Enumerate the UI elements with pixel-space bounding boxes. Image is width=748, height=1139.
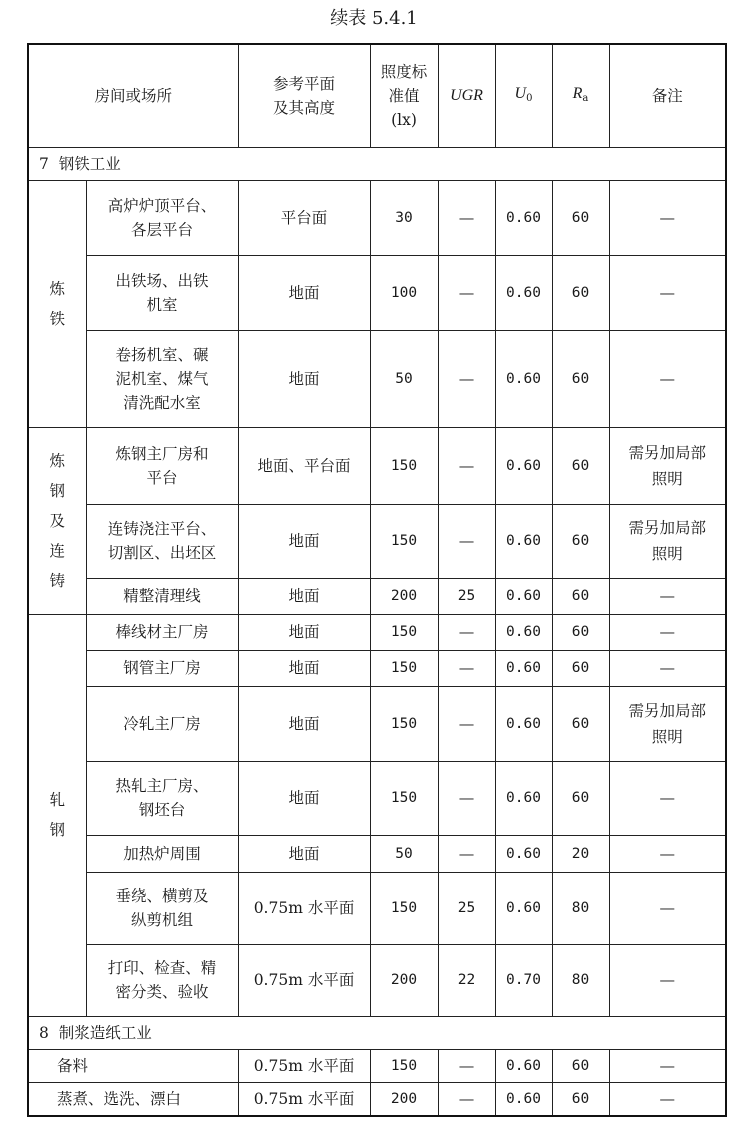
col-header-plane: 参考平面 及其高度 [238,44,370,147]
cell-plane: 0.75m 水平面 [238,872,370,944]
table-row [28,650,726,686]
cell-name: 棒线材主厂房 [86,614,238,650]
cell-ra: 60 [552,255,609,330]
cell-u0: 0.60 [495,1049,552,1082]
cell-ra: 60 [552,180,609,255]
cell-ugr: — [438,835,495,872]
table-row [28,872,726,944]
table-row [28,330,726,427]
cell-name: 热轧主厂房、 钢坯台 [86,761,238,835]
table-row [28,180,726,255]
cell-lux: 150 [370,650,438,686]
cell-u0: 0.70 [495,944,552,1016]
cell-name: 打印、检查、精 密分类、验收 [86,944,238,1016]
cell-note: — [609,614,726,650]
cell-name: 垂绕、横剪及 纵剪机组 [86,872,238,944]
cell-note: — [609,1049,726,1082]
cell-ugr: — [438,427,495,504]
cell-note: — [609,1082,726,1116]
cell-ugr: — [438,255,495,330]
cell-lux: 150 [370,686,438,761]
cell-ugr: 22 [438,944,495,1016]
cell-ra: 20 [552,835,609,872]
cell-plane: 地面 [238,578,370,614]
cell-lux: 150 [370,872,438,944]
cell-plane: 0.75m 水平面 [238,944,370,1016]
cell-name: 蒸煮、选洗、漂白 [28,1082,238,1116]
table-row [28,1082,726,1116]
cell-ugr: — [438,330,495,427]
cell-ra: 60 [552,650,609,686]
cell-lux: 50 [370,835,438,872]
cell-name: 钢管主厂房 [86,650,238,686]
cell-plane: 地面 [238,686,370,761]
cell-u0: 0.60 [495,255,552,330]
cell-u0: 0.60 [495,686,552,761]
cell-ugr: — [438,614,495,650]
table-row [28,686,726,761]
cell-note: — [609,944,726,1016]
cell-lux: 150 [370,761,438,835]
table-row [28,504,726,578]
table-row [28,944,726,1016]
table-caption: 续表 5.4.1 [330,8,418,29]
cell-u0: 0.60 [495,427,552,504]
cell-u0: 0.60 [495,872,552,944]
col-header-u0: $U_0$ [495,44,552,147]
cell-lux: 200 [370,578,438,614]
cell-lux: 30 [370,180,438,255]
cell-lux: 150 [370,614,438,650]
cell-name: 精整清理线 [86,578,238,614]
section-row-7 [28,147,726,180]
cell-lux: 200 [370,1082,438,1116]
header-row [28,44,726,147]
cell-ra: 60 [552,1082,609,1116]
cell-plane: 地面 [238,761,370,835]
table-row [28,1049,726,1082]
table-row [28,255,726,330]
cell-plane: 地面 [238,504,370,578]
cell-u0: 0.60 [495,614,552,650]
col-header-note: 备注 [609,44,726,147]
table-row [28,614,726,650]
cell-ugr: — [438,1082,495,1116]
cell-note: — [609,180,726,255]
cell-note: 需另加局部 照明 [609,686,726,761]
col-header-place: 房间或场所 [28,44,238,147]
cell-note: — [609,578,726,614]
cell-lux: 150 [370,1049,438,1082]
cell-ra: 60 [552,1049,609,1082]
cell-plane: 平台面 [238,180,370,255]
cell-ugr: — [438,686,495,761]
cell-ra: 60 [552,614,609,650]
cell-note: — [609,650,726,686]
cell-plane: 地面 [238,835,370,872]
cell-ra: 60 [552,504,609,578]
group-label-ironmaking: 炼 铁 [28,180,86,427]
cell-note: — [609,872,726,944]
cell-ugr: — [438,650,495,686]
cell-ugr: — [438,504,495,578]
cell-note: — [609,761,726,835]
cell-note: — [609,330,726,427]
cell-plane: 地面、平台面 [238,427,370,504]
cell-lux: 150 [370,427,438,504]
cell-ugr: — [438,761,495,835]
cell-lux: 50 [370,330,438,427]
cell-plane: 地面 [238,330,370,427]
cell-ugr: — [438,1049,495,1082]
table-row [28,427,726,504]
cell-ra: 60 [552,761,609,835]
cell-u0: 0.60 [495,1082,552,1116]
cell-note: — [609,255,726,330]
cell-ugr: 25 [438,578,495,614]
cell-name: 加热炉周围 [86,835,238,872]
cell-u0: 0.60 [495,578,552,614]
cell-u0: 0.60 [495,650,552,686]
cell-plane: 0.75m 水平面 [238,1049,370,1082]
section-row-8 [28,1016,726,1049]
cell-name: 备料 [28,1049,238,1082]
col-header-lux: 照度标 准值 (lx) [370,44,438,147]
cell-u0: 0.60 [495,835,552,872]
cell-ra: 80 [552,944,609,1016]
cell-name: 高炉炉顶平台、 各层平台 [86,180,238,255]
cell-lux: 150 [370,504,438,578]
section-title: 8 制浆造纸工业 [28,1016,726,1049]
cell-ra: 60 [552,578,609,614]
cell-note: — [609,835,726,872]
cell-ra: 80 [552,872,609,944]
cell-name: 冷轧主厂房 [86,686,238,761]
cell-ugr: 25 [438,872,495,944]
cell-u0: 0.60 [495,761,552,835]
cell-plane: 0.75m 水平面 [238,1082,370,1116]
cell-name: 出铁场、出铁 机室 [86,255,238,330]
cell-plane: 地面 [238,614,370,650]
cell-lux: 200 [370,944,438,1016]
cell-plane: 地面 [238,255,370,330]
table-row [28,761,726,835]
group-label-rolling: 轧 钢 [28,614,86,1016]
cell-note: 需另加局部 照明 [609,427,726,504]
cell-name: 炼钢主厂房和 平台 [86,427,238,504]
col-header-ugr: UGR [438,44,495,147]
cell-u0: 0.60 [495,330,552,427]
table-row [28,835,726,872]
cell-note: 需另加局部 照明 [609,504,726,578]
cell-ra: 60 [552,427,609,504]
group-label-steelmaking: 炼 钢 及 连 铸 [28,427,86,614]
illuminance-table [27,43,727,1117]
col-header-ra: $R_a$ [552,44,609,147]
cell-u0: 0.60 [495,504,552,578]
cell-u0: 0.60 [495,180,552,255]
cell-ra: 60 [552,330,609,427]
cell-name: 卷扬机室、碾 泥机室、煤气 清洗配水室 [86,330,238,427]
cell-plane: 地面 [238,650,370,686]
cell-lux: 100 [370,255,438,330]
section-title: 7 钢铁工业 [28,147,726,180]
cell-name: 连铸浇注平台、 切割区、出坯区 [86,504,238,578]
cell-ugr: — [438,180,495,255]
cell-ra: 60 [552,686,609,761]
table-row [28,578,726,614]
